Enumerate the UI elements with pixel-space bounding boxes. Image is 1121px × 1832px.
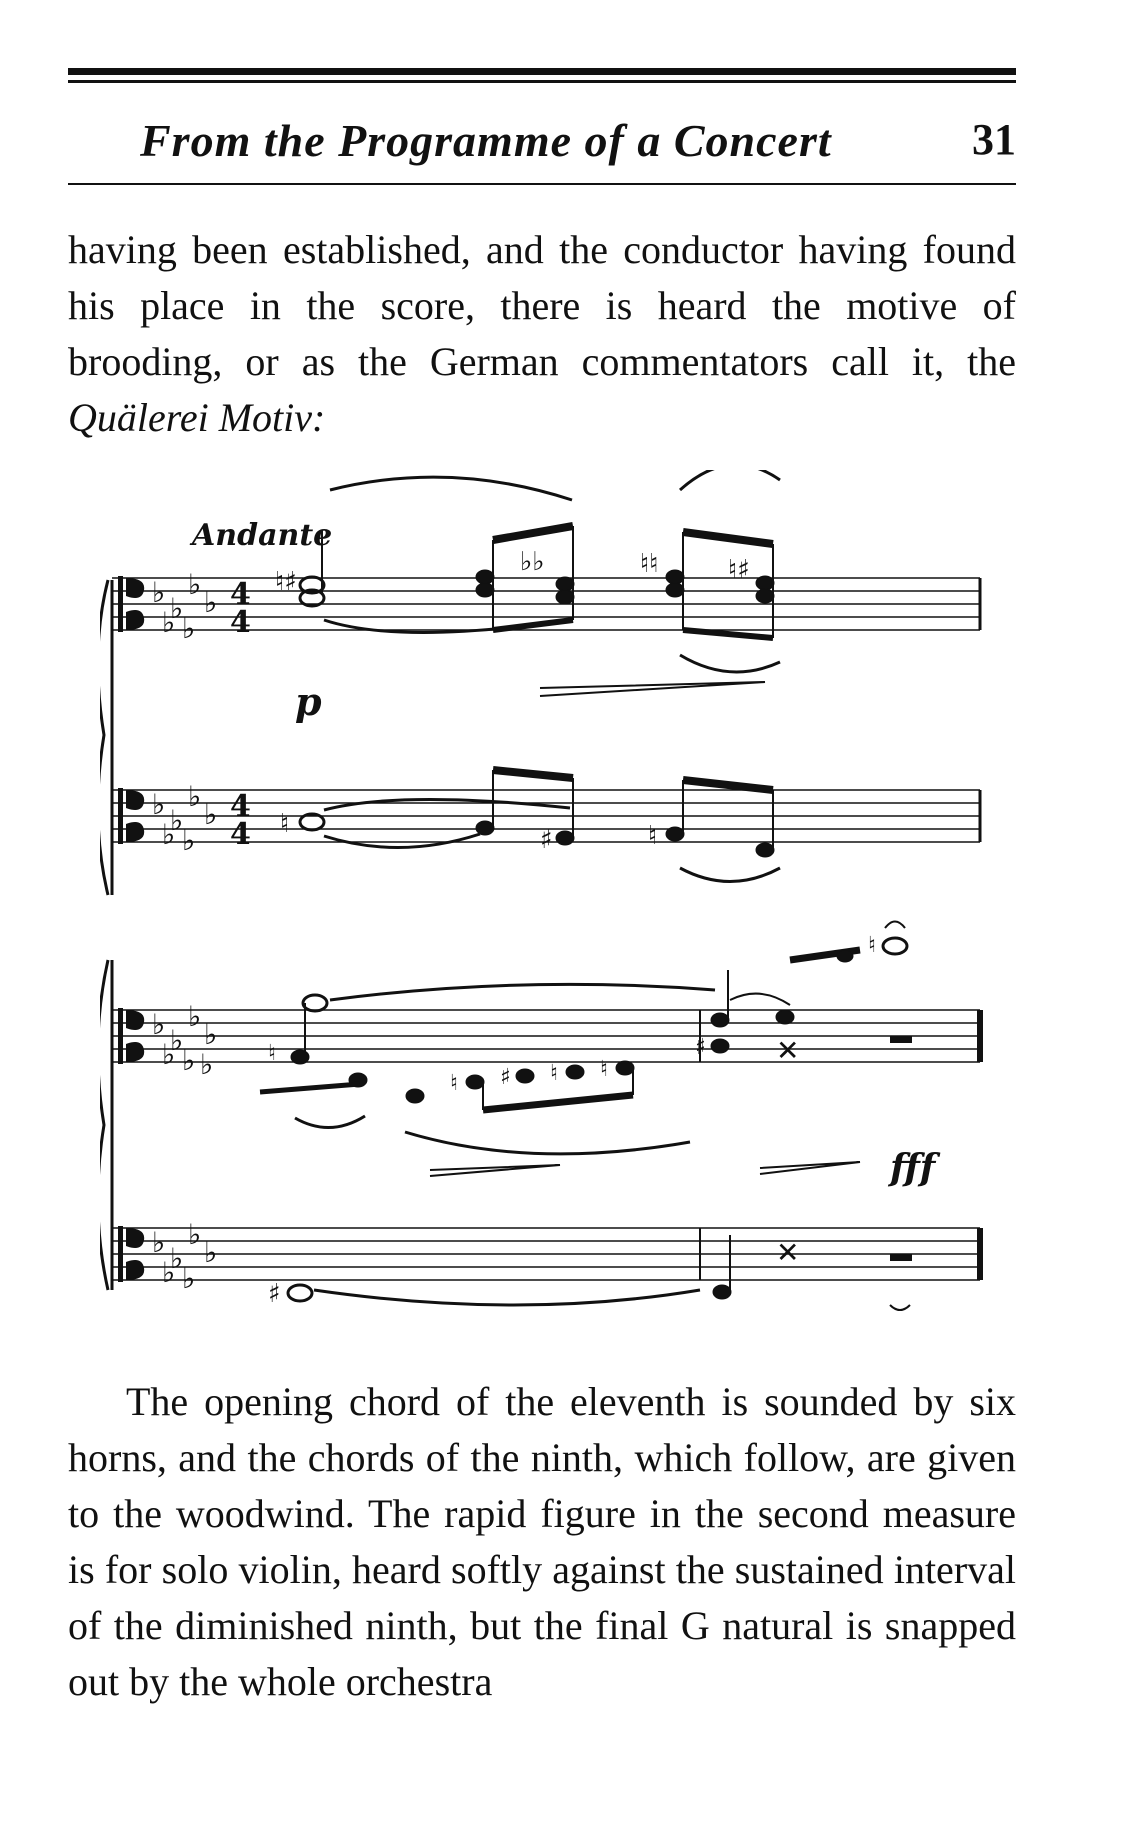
running-head [68,106,1016,166]
dynamic-fortississimo: fff [890,1147,936,1189]
page-number: 31 [972,115,1016,164]
svg-text:♮: ♮ [868,933,876,958]
svg-text:♯: ♯ [695,1035,706,1060]
staff-4 [112,1228,980,1280]
svg-text:♭: ♭ [188,1218,202,1251]
staff-3 [112,1010,980,1062]
paragraph-1-text: having been established, and the conductor having found his place in the score, there is heard the motive of brooding, or as the German commentators call it, the [68,227,1016,384]
key-signature-flats-icon [152,568,217,645]
svg-text:♭: ♭ [152,788,166,821]
svg-text:♭: ♭ [182,612,196,645]
svg-text:♮: ♮ [600,1057,608,1082]
svg-text:♭: ♭ [162,818,176,851]
svg-text:♭: ♭ [152,1226,166,1259]
svg-text:4: 4 [230,789,251,824]
key-signature-flats-icon [152,780,217,857]
svg-text:✕: ✕ [776,1236,800,1269]
svg-text:♮: ♮ [280,809,290,839]
svg-text:♯: ♯ [540,825,553,855]
svg-text:♯: ♯ [268,1279,281,1309]
paragraph-2-text: The opening chord of the eleventh is sounded by six horns, and the chords of the ninth, which follow, are given to the woodwind. The rapid figure in the second measure is for solo violin, heard softly against the sustained interval of the diminished ninth, but the final G natural is snapped out by the whole orchestra [68,1379,1016,1704]
svg-text:♯: ♯ [500,1065,511,1090]
motif-name: Quälerei Motiv: [68,395,326,440]
header-rule-thick [68,68,1016,75]
svg-text:♭: ♭ [182,1044,196,1077]
system-2-brace [100,960,108,1290]
svg-text:♭: ♭ [152,1008,166,1041]
running-head-rule [68,183,1016,185]
svg-text:♭: ♭ [204,1236,218,1269]
svg-text:4: 4 [230,577,251,612]
svg-text:♭: ♭ [170,1024,184,1057]
svg-text:♭: ♭ [162,606,176,639]
svg-text:♭: ♭ [162,1038,176,1071]
music-score-figure [100,470,1020,1350]
key-signature-flats-icon [152,1000,217,1081]
svg-text:♭: ♭ [204,1018,218,1051]
svg-text:♭♭: ♭♭ [520,547,545,577]
svg-text:♮♯: ♮♯ [728,555,750,585]
system-1-brace [100,580,108,895]
svg-text:♭: ♭ [204,798,218,831]
svg-text:♭: ♭ [182,1262,196,1295]
svg-text:♭: ♭ [204,586,218,619]
svg-text:♮: ♮ [268,1041,276,1066]
svg-text:♭: ♭ [200,1048,214,1081]
svg-text:♮♮: ♮♮ [640,549,659,579]
svg-text:4: 4 [230,605,251,640]
header-rule-thin [68,80,1016,83]
paragraph-2 [68,1374,1016,1710]
svg-text:♭: ♭ [188,1000,202,1033]
svg-text:♭: ♭ [152,576,166,609]
svg-text:♭: ♭ [162,1256,176,1289]
svg-text:♭: ♭ [188,568,202,601]
running-head-title: From the Programme of a Concert [140,115,832,166]
paragraph-1 [68,222,1016,446]
svg-text:♭: ♭ [170,804,184,837]
svg-text:♮♯: ♮♯ [275,567,297,597]
svg-text:♭: ♭ [170,592,184,625]
svg-text:♮: ♮ [648,821,658,851]
time-signature-icon [230,577,251,852]
staff-4-notes [268,1235,912,1310]
paragraph-1-body [68,222,1016,446]
svg-text:4: 4 [230,817,251,852]
svg-text:♮: ♮ [550,1061,558,1086]
svg-text:♭: ♭ [170,1242,184,1275]
svg-text:♭: ♭ [182,824,196,857]
svg-text:♮: ♮ [450,1071,458,1096]
staff-2-notes [280,770,780,882]
staff-1-notes [275,470,780,696]
key-signature-flats-icon [152,1218,217,1295]
music-score [100,470,1020,1350]
tempo-marking: Andante [192,518,333,553]
svg-text:♭: ♭ [188,780,202,813]
dynamic-piano: p [295,679,322,724]
svg-text:✕: ✕ [776,1034,800,1067]
